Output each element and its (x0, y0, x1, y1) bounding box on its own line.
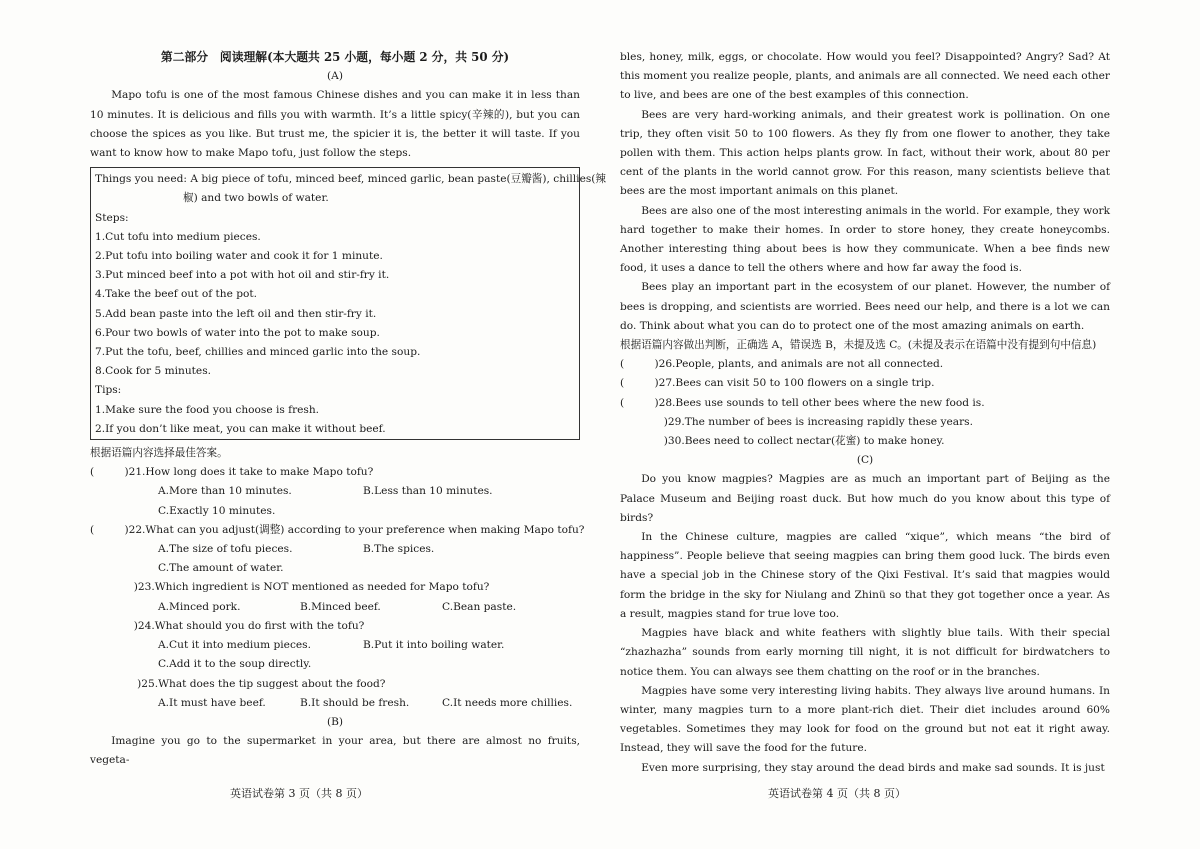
question-29: )29.The number of bees is increasing rapidly these years. (620, 415, 973, 428)
step-item: 6.Pour two bowls of water into the pot to make soup. (95, 326, 380, 339)
section-c-label: (C) (856, 454, 874, 467)
passage-b-continued: bles, honey, milk, eggs, or chocolate. How would you feel? Disappointed? Angry? Sad? At this moment you realize people, plants, and animals are all connected. We need each other to live, and bees are one of the best examples of this connection. (620, 51, 1110, 102)
step-item: 3.Put minced beef into a pot with hot oil and stir-fry it. (95, 269, 390, 282)
option: A.Minced pork. (158, 600, 241, 613)
options-24-c (90, 655, 580, 674)
passage-c-paragraph: Even more surprising, they stay around the dead birds and make sad sounds. It is just (641, 761, 1105, 774)
option: B.Less than 10 minutes. (363, 485, 493, 498)
step-item: 2.Put tofu into boiling water and cook it for 1 minute. (95, 250, 383, 263)
section-b-label: (B) (326, 715, 344, 728)
options-22 (90, 540, 580, 559)
options-24 (90, 636, 580, 655)
section-a-label: (A) (327, 70, 343, 83)
option: C.Exactly 10 minutes. (158, 504, 276, 517)
options-21 (90, 482, 580, 501)
step-item: 5.Add bean paste into the left oil and then stir-fry it. (95, 307, 377, 320)
passage-a-intro: Mapo tofu is one of the most famous Chinese dishes and you can make it in less than 10 minutes. It is delicious and fills you with warmth. It’s a little spicy(辛辣的), but you can choose the spices as you like. But trust me, the spicier it is, the better it will taste. If you want to know how to make Mapo tofu, just follow the steps. (90, 89, 580, 160)
option: B.The spices. (363, 543, 435, 556)
steps-label: Steps: (95, 211, 129, 224)
options-25 (90, 694, 580, 713)
things-needed-line2: 椒) and two bowls of water. (183, 192, 329, 205)
question-28: ( )28.Bees use sounds to tell other bees where the new food is. (620, 396, 985, 409)
things-needed-line1: Things you need: A big piece of tofu, minced beef, minced garlic, bean paste(豆瓣酱), chillies(辣 (95, 173, 607, 186)
judge-instruction: 根据语篇内容做出判断，正确选 A，错误选 B，未提及选 C。(未提及表示在语篇中没有提到句中信息) (620, 339, 1097, 352)
option: C.The amount of water. (158, 562, 284, 575)
passage-b-paragraph: Bees are also one of the most interesting animals in the world. For example, they work hard together to make their homes. In order to store honey, they create honeycombs. Another interesting thing about bees is how they communicate. When a bee finds new food, it uses a dance to tell the others where and how far away the food is. (620, 204, 1110, 275)
tips-label: Tips: (95, 384, 122, 397)
passage-c-paragraph: In the Chinese culture, magpies are called “xique”, which means “the bird of happiness”. People believe that seeing magpies can bring them good luck. The birds even have a special job in the Chinese story of the Qixi Festival. It’s said that magpies would form the bridge in the sky for Niulang and Zhinü so that they got together once a year. As a result, magpies stand for true love too. (620, 531, 1110, 620)
passage-b-paragraph: Bees are very hard-working animals, and their greatest work is pollination. On one trip, they often visit 50 to 100 flowers. As they fly from one flower to another, they take pollen with them. This action helps plants grow. In fact, without their work, about 80 per cent of the plants in the world cannot grow. For this reason, many scientists believe that bees are the most important animals on this planet. (620, 108, 1110, 198)
passage-c-paragraph: Do you know magpies? Magpies are as much an important part of Beijing as the Palace Museum and Beijing roast duck. But how much do you know about this type of birds? (620, 473, 1110, 524)
question-26: ( )26.People, plants, and animals are not all connected. (620, 358, 944, 371)
question-25: )25.What does the tip suggest about the food? (90, 677, 386, 690)
option: B.Put it into boiling water. (363, 639, 505, 652)
tip-item: 1.Make sure the food you choose is fresh. (95, 403, 320, 416)
left-page (90, 48, 607, 771)
question-23: )23.Which ingredient is NOT mentioned as needed for Mapo tofu? (90, 581, 490, 594)
option: C.Add it to the soup directly. (158, 658, 312, 671)
passage-c-paragraph: Magpies have some very interesting living habits. They always live around humans. In winter, many magpies turn to a more plant-rich diet. Their diet includes around 60% vegetables. Sometimes they may look for food on the ground but not eat it right away. Instead, they will save the food for the future. (620, 684, 1110, 755)
step-item: 1.Cut tofu into medium pieces. (95, 230, 261, 243)
question-22: ( )22.What can you adjust(调整) according to your preference when making Mapo tofu? (90, 523, 585, 536)
step-item: 4.Take the beef out of the pot. (95, 288, 258, 301)
passage-b-paragraph: Bees play an important part in the ecosystem of our planet. However, the number of bees is dropping, and scientists are worried. Bees need our help, and there is a lot we can do. Think about what you can do to protect one of the most amazing animals on earth. (620, 281, 1110, 332)
right-page (620, 48, 1110, 778)
step-item: 7.Put the tofu, beef, chillies and minced garlic into the soup. (95, 346, 421, 359)
question-27: ( )27.Bees can visit 50 to 100 flowers on a single trip. (620, 377, 935, 390)
page-footer-right: 英语试卷第 4 页（共 8 页） (768, 787, 906, 800)
choice-instruction: 根据语篇内容选择最佳答案。 (90, 447, 228, 460)
option: A.It must have beef. (158, 696, 266, 709)
option: C.Bean paste. (442, 600, 517, 613)
tip-item: 2.If you don’t like meat, you can make it without beef. (95, 422, 386, 435)
option: A.Cut it into medium pieces. (158, 639, 311, 652)
option: B.Minced beef. (300, 600, 381, 613)
option: A.The size of tofu pieces. (158, 543, 293, 556)
option: A.More than 10 minutes. (158, 485, 292, 498)
passage-c-paragraph: Magpies have black and white feathers with slightly blue tails. With their special “zhazhazha” sounds from early morning till night, it is not difficult for birdwatchers to notice them. You can always see them chatting on the roof or in the branches. (620, 627, 1110, 678)
step-item: 8.Cook for 5 minutes. (95, 365, 212, 378)
passage-b-intro: Imagine you go to the supermarket in your area, but there are almost no fruits, vegeta- (90, 735, 580, 767)
option: B.It should be fresh. (300, 696, 410, 709)
part-title: 第二部分 阅读理解(本大题共 25 小题，每小题 2 分，共 50 分) (160, 50, 510, 64)
question-21: ( )21.How long does it take to make Mapo tofu? (90, 466, 374, 479)
recipe-box (90, 167, 607, 440)
question-30: )30.Bees need to collect nectar(花蜜) to make honey. (620, 435, 945, 448)
page-footer-left: 英语试卷第 3 页（共 8 页） (230, 787, 368, 800)
option: C.It needs more chillies. (442, 696, 573, 709)
options-23 (90, 598, 580, 617)
options-22-c (90, 559, 580, 578)
options-21-c (90, 502, 580, 521)
question-24: )24.What should you do first with the tofu? (90, 619, 365, 632)
